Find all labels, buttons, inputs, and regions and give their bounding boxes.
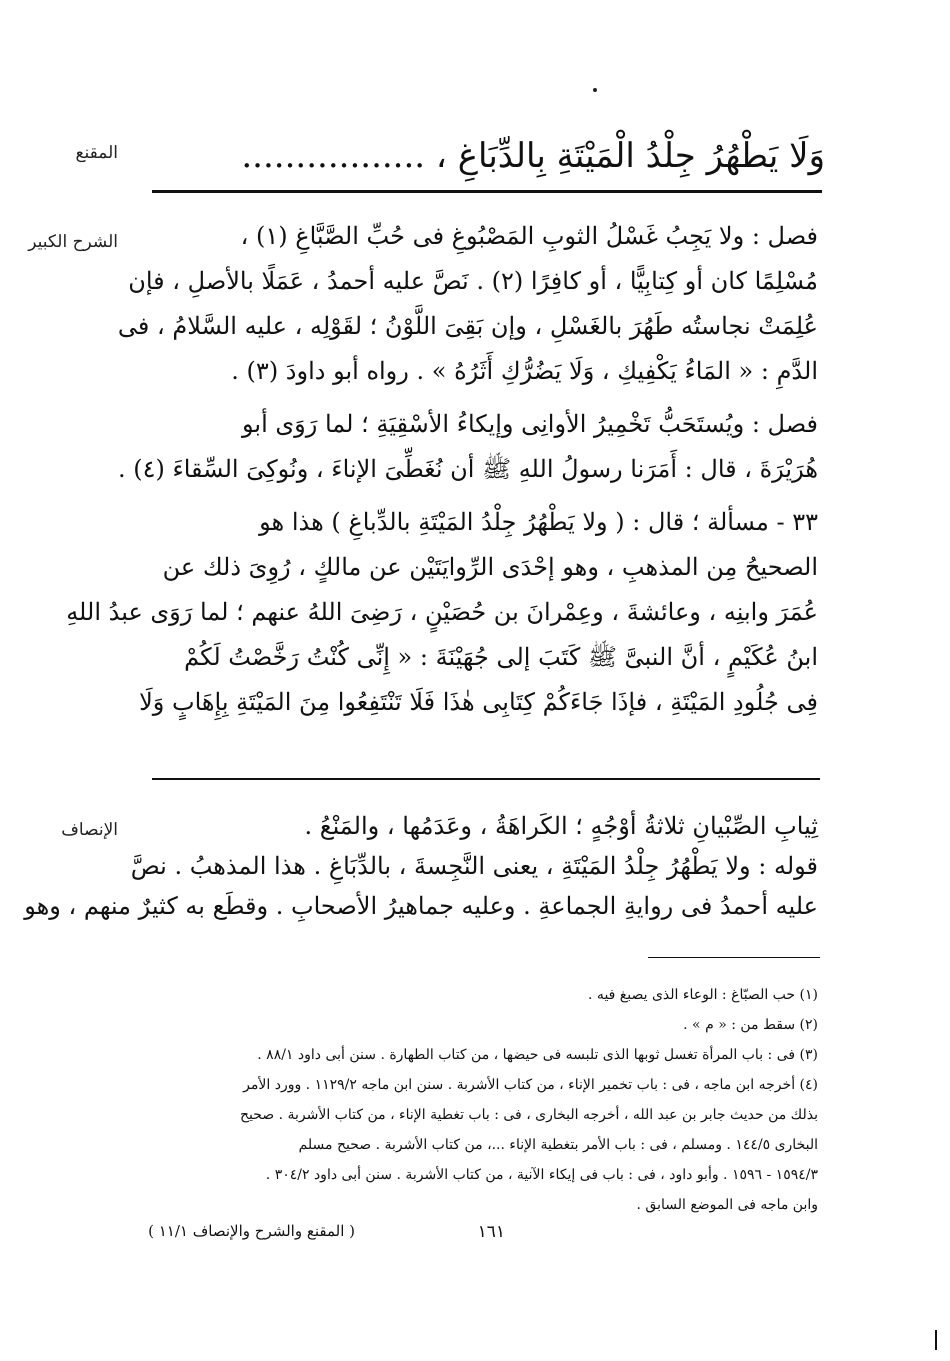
sharh-line: هُرَيْرَةَ ، قال : أَمَرَنا رسولُ اللهِ ﷺ أن نُغَطِّىَ الإناءَ ، ونُوكِىَ السِّقاءَ (٤) . <box>117 455 818 483</box>
sharh-line: الدَّمِ : « المَاءُ يَكْفِيكِ ، وَلَا يَضُرُّكِ أَثَرُهُ » . رواه أبو داودَ (٣) . <box>231 357 818 385</box>
sharh-line: ابنُ عُكَيْمٍ ، أنَّ النبىَّ ﷺ كَتَبَ إلى جُهَيْنَةَ : « إِنِّى كُنْتُ رَخَّصْتُ لَكُمْ <box>184 643 818 671</box>
insaf-line: ثِيابِ الصِّبْيانِ ثلاثةُ أوْجُهٍ ؛ الكَراهَةُ ، وعَدَمُها ، والمَنْعُ . <box>304 812 818 840</box>
footnote-rule <box>648 957 820 958</box>
footnote-line: (٢) سقط من : « م » . <box>683 1017 818 1033</box>
footnote-line: بذلك من حديث جابر بن عبد الله ، أخرجه البخارى ، فى : باب تغطية الإناء ، من كتاب الأشربة . صحيح <box>239 1107 818 1123</box>
sharh-line: فصل : ولا يَجِبُ غَسْلُ الثوبِ المَصْبُوغِ فى حُبِّ الصَّبَّاغِ (١) ، <box>240 222 818 250</box>
footnote-line: (٤) أخرجه ابن ماجه ، فى : باب تخمير الإناء ، من كتاب الأشربة . سنن ابن ماجه ١١٢٩/٢ . وورد الأمر <box>243 1077 818 1093</box>
section-rule <box>152 778 820 780</box>
sharh-line: فصل : ويُستَحَبُّ تَخْمِيرُ الأوانِى وإيكاءُ الأسْقِيَةِ ؛ لما رَوَى أبو <box>242 410 818 438</box>
sharh-line: عُلِمَتْ نجاستُه طَهُرَ بالغَسْلِ ، وإن بَقِىَ اللَّوْنُ ؛ لقَوْلِه ، عليه السَّلامُ ، فى <box>117 312 818 340</box>
margin-label-sharh: الشرح الكبير <box>28 232 118 252</box>
sharh-line: فِى جُلُودِ المَيْتَةِ ، فإذَا جَاءَكُمْ كِتَابِى هٰذَا فَلَا تَنْتَفِعُوا مِنَ المَيْتَةِ بِإِهَابٍ وَلَا <box>139 688 818 716</box>
edge-mark <box>935 1330 937 1350</box>
footnote-line: البخارى ١٤٤/٥ . ومسلم ، فى : باب الأمر بتغطية الإناء ...، من كتاب الأشربة . صحيح مسلم <box>298 1137 818 1153</box>
volume-reference: ( المقنع والشرح والإنصاف ١١/١ ) <box>148 1222 355 1240</box>
sharh-line: الصحيحُ مِن المذهبِ ، وهو إحْدَى الرِّوايَتَيْن عن مالكٍ ، رُوِىَ ذلك عن <box>162 553 818 581</box>
footnote-line: وابن ماجه فى الموضع السابق . <box>636 1197 818 1213</box>
insaf-line: قوله : ولا يَطْهُرُ جِلْدُ المَيْتَةِ ، يعنى النَّجِسةَ ، بالدِّبَاغِ . هذا المذهبُ . نصَّ <box>130 852 818 880</box>
footnote-line: (١) حب الصبّاغ : الوعاء الذى يصبغ فيه . <box>588 987 818 1003</box>
footnotes <box>128 980 818 1220</box>
page-number: ١٦١ <box>477 1222 505 1242</box>
heading-rule <box>152 190 822 193</box>
footnote-line: ١٥٩٤/٣ - ١٥٩٦ . وأبو داود ، فى : باب فى إيكاء الآنية ، من كتاب الأشربة . سنن أبى داود ٣٠٤/٢ . <box>265 1167 818 1183</box>
footnote-line: (٣) فى : باب المرأة تغسل ثوبها الذى تلبسه فى حيضها ، من كتاب الطهارة . سنن أبى داود ٨٨/١ . <box>257 1047 818 1063</box>
matn-heading: وَلَا يَطْهُرُ جِلْدُ الْمَيْتَةِ بِالدِّبَاغِ ، ................. <box>241 136 825 176</box>
margin-label-muqni: المقنع <box>75 143 118 163</box>
stray-dot <box>593 88 597 92</box>
sharh-line: مُسْلِمًا كان أو كِتابِيًّا ، أو كافِرًا (٢) . نَصَّ عليه أحمدُ ، عَمَلًا بالأصلِ ، فإن <box>128 267 818 295</box>
margin-label-insaf: الإنصاف <box>61 820 118 840</box>
sharh-line: عُمَرَ وابنِه ، وعائشةَ ، وعِمْرانَ بن حُصَيْنٍ ، رَضِىَ اللهُ عنهم ؛ لما رَوَى عبدُ اللهِ <box>66 598 818 626</box>
sharh-line: ٣٣ - مسألة ؛ قال : ( ولا يَطْهُرُ جِلْدُ المَيْتَةِ بالدِّباغِ ) هذا هو <box>259 508 818 536</box>
insaf-line: عليه أحمدُ فى روايةِ الجماعةِ . وعليه جماهيرُ الأصحابِ . وقطَع به كثيرٌ منهم ، وهو <box>24 892 818 920</box>
